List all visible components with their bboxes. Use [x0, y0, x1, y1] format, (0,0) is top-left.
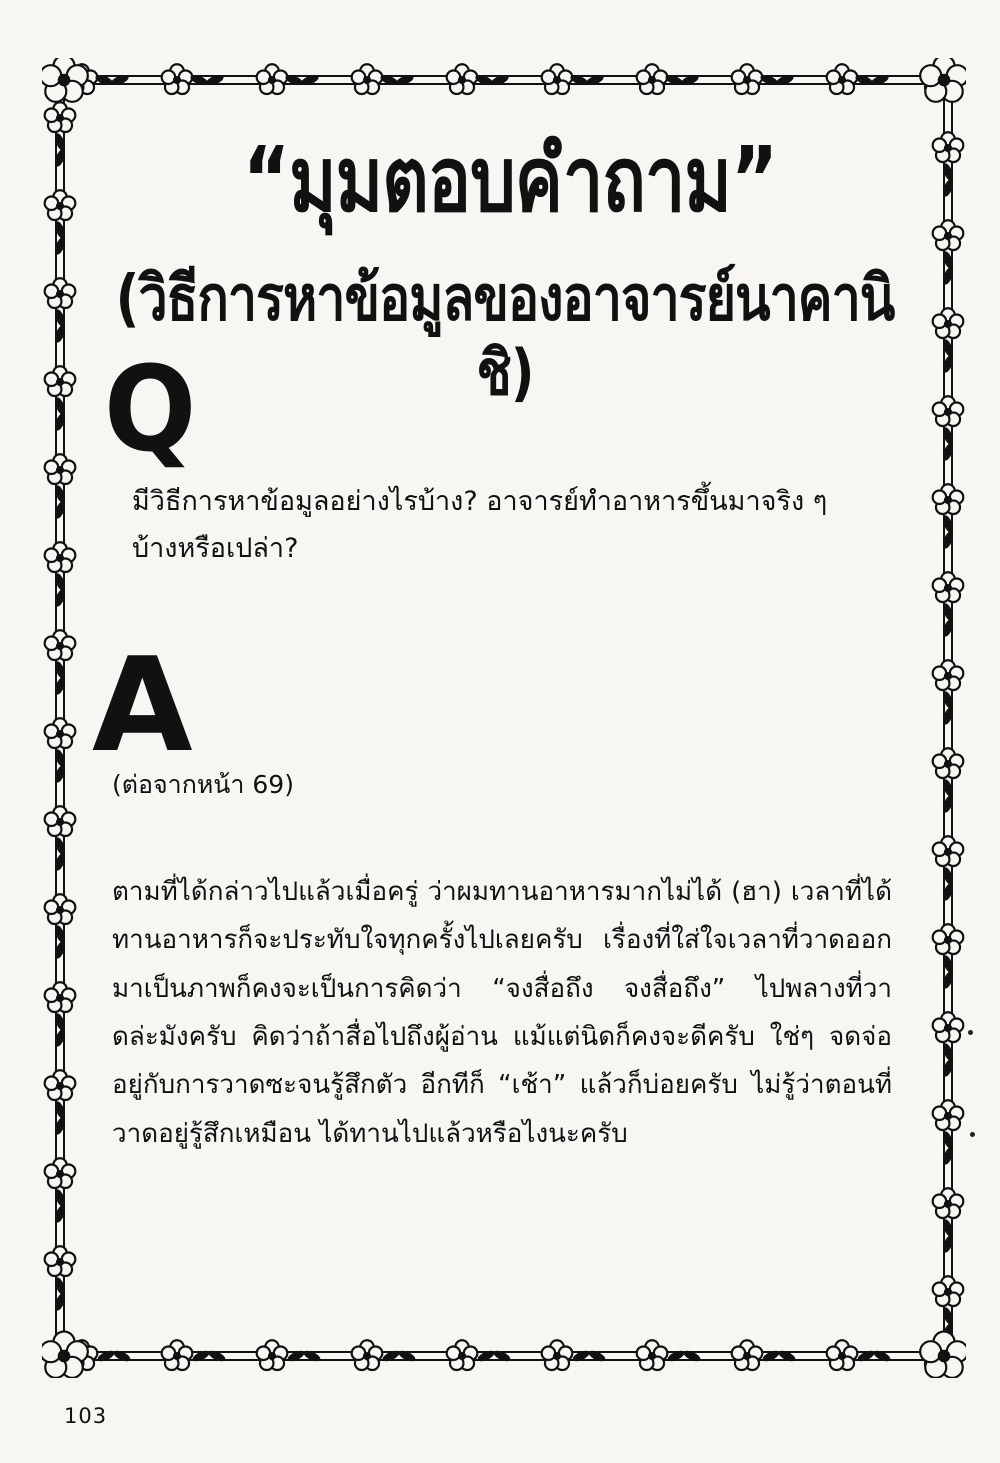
question-text: มีวิธีการหาข้อมูลอย่างไรบ้าง? อาจารย์ทำอาหารขึ้นมาจริง ๆบ้างหรือเปล่า?: [132, 486, 828, 565]
speck-mark: [968, 1030, 973, 1035]
speck-mark: [970, 1132, 975, 1137]
continued-from-note: (ต่อจากหน้า 69): [112, 770, 294, 799]
question-label: Q: [104, 340, 197, 478]
page-title: “มุมตอบคำถาม”: [242, 126, 778, 232]
answer-text: ตามที่ได้กล่าวไปแล้วเมื่อครู่ ว่าผมทานอาหารมากไม่ได้ (ฮา) เวลาที่ได้ทานอาหารก็จะประทับใจทุกครั้งไปเลยครับ เรื่องที่ใส่ใจเวลาที่วาดออกมาเป็นภาพก็คงจะเป็นการคิดว่า “จงสื่อถึง จงสื่อถึง” ไปพลางที่วาดล่ะมังครับ คิดว่าถ้าสื่อไปถึงผู้อ่าน แม้แต่นิดก็คงจะดีครับ ใช่ๆ จดจ่ออยู่กับการวาดซะจนรู้สึกตัว อีกทีก็ “เช้า” แล้วก็บ่อยครับ ไม่รู้ว่าตอนที่วาดอยู่รู้สึกเหมือน ได้ทานไปแล้วหรือไงนะครับ: [112, 877, 892, 1149]
answer-label: A: [92, 629, 193, 781]
page-subtitle: (วิธีการหาข้อมูลของอาจารย์นาคานิชิ): [115, 263, 895, 411]
page-number: 103: [64, 1404, 108, 1428]
